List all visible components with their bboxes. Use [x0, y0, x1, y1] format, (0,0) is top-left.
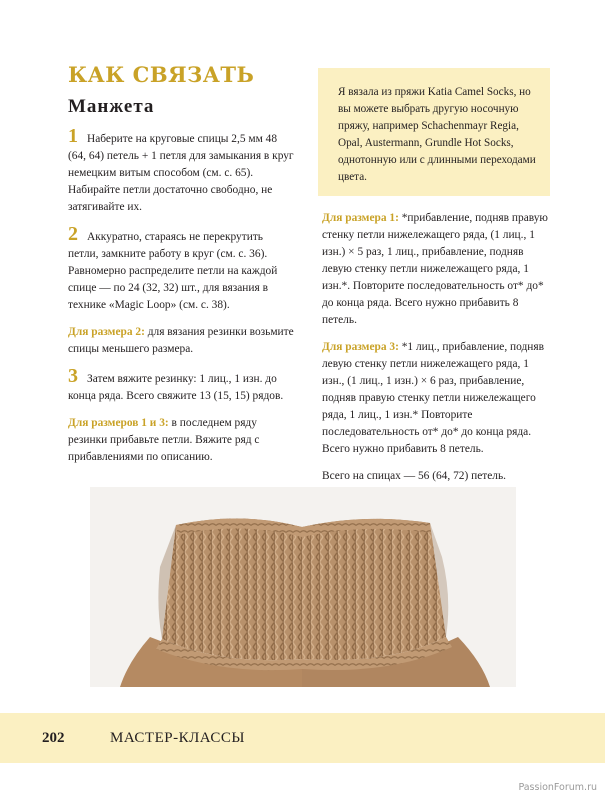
knitted-cuff-image — [90, 487, 516, 687]
step-3 — [68, 365, 296, 405]
size-label: Для размера 3: — [322, 341, 399, 353]
step-number: 2 — [68, 223, 78, 245]
step-text: Затем вяжите резинку: 1 лиц., 1 изн. до конца ряда. Всего свяжите 13 (15, 15) рядов. — [68, 373, 284, 402]
watermark: PassionForum.ru — [518, 782, 597, 793]
step-text: Аккуратно, стараясь не перекрутить петли, замкните работу в круг (см. с. 36). Равномерно распределите петли на каждой спице — по 24 (32, 32) шт., для вязания в технике «Magic Loop» (см. с. 38). — [68, 231, 278, 311]
step-number: 1 — [68, 125, 78, 147]
page-number: 202 — [42, 730, 65, 746]
step-2 — [68, 223, 296, 314]
page-heading: КАК СВЯЗАТЬ — [68, 62, 255, 87]
size-2-note — [68, 324, 296, 358]
instruction-text: *1 лиц., прибавление, подняв левую стенку петли нижележащего ряда, 1 изн., (1 лиц., 1 изн.) × 6 раз, прибавление, подняв правую стенку петли нижележащего ряда, 1 лиц., 1 изн.* Повторите последовательность от* до* до конца ряда. Всего нужно прибавить 8 петель. — [322, 341, 545, 455]
size-1-instructions — [322, 210, 548, 329]
size-label: Для размера 2: — [68, 326, 145, 338]
section-subheading: Манжета — [68, 96, 155, 117]
size-note-text: для вязания резинки возьмите спицы меньшего размера. — [68, 326, 294, 355]
section-name: МАСТЕР-КЛАССЫ — [110, 730, 245, 746]
left-column — [68, 125, 296, 476]
yarn-note-box — [318, 68, 550, 196]
step-number: 3 — [68, 365, 78, 387]
yarn-note-text: Я вязала из пряжи Katia Camel Socks, но вы можете выбрать другую носочную пряжу, например Schachenmayr Regia, Opal, Austermann, Grundle Hot Socks, однотонную или с длинными переходами цвета. — [338, 86, 536, 183]
step-1 — [68, 125, 296, 216]
step-text: Наберите на круговые спицы 2,5 мм 48 (64, 64) петель + 1 петля для замыкания в круг немецким витым способом (см. с. 65). Набирайте петли достаточно свободно, не затягивайте их. — [68, 133, 294, 213]
right-column — [322, 210, 548, 495]
size-label: Для размеров 1 и 3: — [68, 417, 169, 429]
knitted-cuff-photo — [90, 487, 516, 687]
size-label: Для размера 1: — [322, 212, 399, 224]
instruction-text: *прибавление, подняв правую стенку петли нижележащего ряда, (1 лиц., 1 изн.) × 5 раз, 1 лиц., прибавление, подняв левую стенку петли нижележащего ряда, 1 изн.*. Повторите последовательность от* до* до конца ряда. Всего нужно прибавить 8 петель. — [322, 212, 548, 326]
stitch-total: Всего на спицах — 56 (64, 72) петель. — [322, 470, 507, 482]
size-3-instructions — [322, 339, 548, 458]
size-note-text: в последнем ряду резинки прибавьте петли. Вяжите ряд с прибавлениями по описанию. — [68, 417, 260, 463]
size-1-3-note — [68, 415, 296, 466]
footer-band — [0, 713, 605, 763]
